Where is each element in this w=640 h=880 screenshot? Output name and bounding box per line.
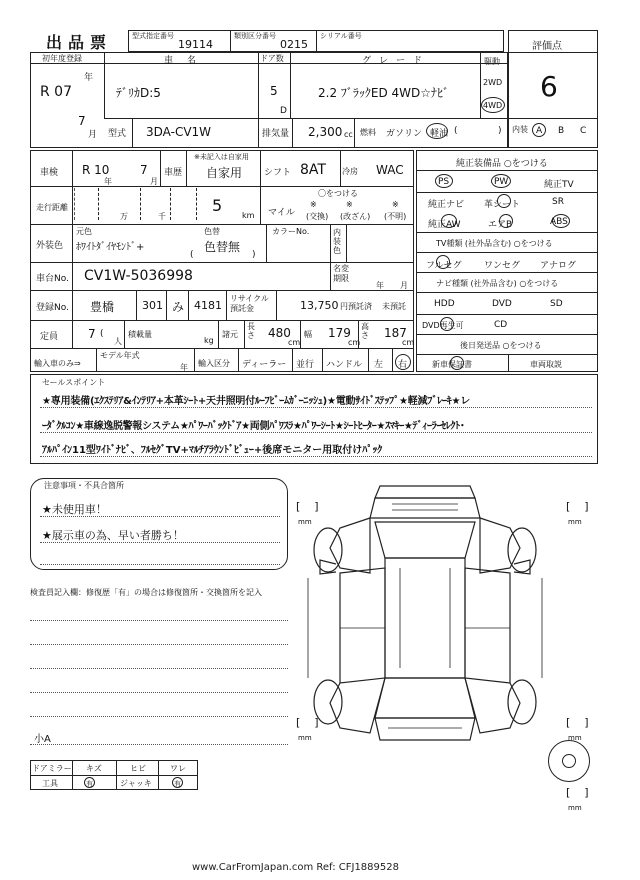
navi-sd[interactable]: SD: [550, 299, 563, 309]
tools-yes-circle: [84, 777, 95, 788]
airbag-circle: [499, 214, 513, 228]
tv-type-label: TV種類 (社外品含む) ○をつける: [436, 239, 553, 248]
ownership-year-unit: 年: [376, 281, 384, 290]
sales-line-3: ｱﾙﾊﾟｲﾝ11型ﾜｲﾄﾞﾅﾋﾞ、ﾌﾙｾｸﾞTV+ﾏﾙﾁｱﾗｳﾝﾄﾞﾋﾞｭｰ+後席モニター用取付けﾊﾟｯｸ: [42, 445, 383, 456]
drive-4wd-circle: [481, 97, 505, 113]
equip-genuine-aw[interactable]: 純正AW: [428, 220, 461, 230]
length-value: 480: [268, 326, 291, 340]
navi-type-label: ナビ種類 (社外品含む) ○をつける: [436, 279, 559, 288]
recycle-unpaid[interactable]: 未預託: [382, 302, 406, 311]
equip-pw[interactable]: PW: [494, 177, 509, 187]
inspection-label: 車検: [40, 168, 59, 178]
notes-label: 注意事項・不具合箇所: [44, 481, 124, 490]
model-type-label: 型式: [108, 129, 127, 139]
mileage-unknown[interactable]: 不明: [387, 212, 404, 221]
mileage-man: 万: [120, 212, 128, 221]
tire-fl-mm: mm: [298, 518, 312, 526]
dvd-play-circle: [440, 317, 454, 331]
form-title: 出品票: [46, 33, 113, 52]
drive-4wd[interactable]: 4WD: [483, 101, 503, 110]
notes-line-2: ★展示車の為、早い者勝ち！: [42, 529, 184, 542]
front-right-fender-outline: [480, 518, 520, 573]
front-bumper-outline: [375, 486, 475, 498]
interior-label: 内装: [512, 125, 528, 134]
grade-value: 2.2 ﾌﾞﾗｯｸED 4WD☆ﾅﾋﾞ: [318, 86, 450, 100]
handle-label: ハンドル: [326, 360, 363, 370]
model-year-label: モデル年式: [100, 351, 140, 360]
model-year-unit: 年: [180, 363, 188, 372]
full-seg-circle: [436, 255, 450, 269]
tv-analog[interactable]: アナログ: [540, 261, 577, 271]
fuel-diesel-circle: [426, 123, 448, 139]
leather-seat-circle: [497, 194, 511, 208]
rating-label: 評価点: [532, 41, 562, 52]
color-number-label: カラーNo.: [272, 227, 310, 236]
equip-genuine-tv[interactable]: 純正TV: [544, 180, 574, 190]
vehicle-use-label: 車歴: [164, 168, 183, 178]
equip-genuine-navi[interactable]: 純正ナビ: [428, 200, 465, 210]
mileage-exchange[interactable]: 交換: [309, 212, 326, 221]
missing-tools-yes[interactable]: 有: [86, 780, 93, 788]
reg-class: 301: [142, 299, 163, 312]
mileage-sen: 千: [158, 212, 166, 221]
chassis-value: CV1W-5036998: [84, 268, 193, 284]
interior-color-label: 内装色: [333, 228, 341, 255]
mileage-label: 走行距離: [36, 203, 68, 212]
front-left-fender-outline: [330, 518, 370, 573]
recycle-label: リサイクル預託金: [230, 294, 269, 313]
first-reg-year-unit: 年: [84, 73, 94, 83]
sales-line-2: ｰﾀﾞｸﾙｺﾝ★車線逸脱警報システム★ﾊﾟﾜｰﾊﾞｯｸﾄﾞｱ★両側ﾊﾟﾜｽﾗ★ﾊﾟﾜｰｼｰﾄ★ｼｰﾄﾋｰﾀｰ★ｽﾏｷｰ★ﾃﾞｨｰﾗｰｾﾚｸﾄ･: [42, 421, 465, 432]
navi-dvd-play[interactable]: DVD再生可: [422, 321, 464, 330]
recycle-status: 円預託済: [340, 302, 372, 311]
interior-b[interactable]: B: [558, 126, 565, 136]
model-type-value: 3DA-CV1W: [146, 125, 212, 139]
missing-tools: 工具: [42, 779, 58, 788]
inspection-month-unit: 月: [150, 177, 158, 186]
height-label: 高さ: [361, 322, 369, 340]
tire-fr-mm: mm: [568, 518, 582, 526]
car-name-label: 車名: [164, 56, 211, 66]
equip-abs[interactable]: ABS: [550, 217, 568, 227]
rear-hatch-outline: [375, 678, 475, 718]
door-type: D: [280, 106, 287, 116]
navi-dvd[interactable]: DVD: [492, 299, 512, 309]
color-label: 外装色: [36, 241, 64, 251]
equip-airbag[interactable]: エアB: [488, 220, 513, 230]
handle-left[interactable]: 左: [374, 360, 384, 370]
fuel-label: 燃料: [360, 128, 376, 137]
missing-crack: ヒビ: [130, 764, 146, 773]
mileage-unit: km: [242, 211, 255, 220]
car-name-value: ﾃﾞﾘｶD:5: [116, 86, 161, 100]
width-label: 幅: [304, 330, 312, 339]
roof-outline: [385, 558, 465, 678]
category-label: 類別区分番号: [234, 32, 276, 40]
missing-scratch: キズ: [86, 764, 102, 773]
missing-door-mirror: ドアミラー: [32, 764, 72, 773]
warranty-circle: [450, 356, 464, 370]
capacity-unit: 人: [114, 337, 122, 346]
rating-value: 6: [540, 70, 558, 103]
inspector-label: 検査員記入欄：修復歴「有」の場合は修復箇所・交換箇所を記入: [30, 588, 262, 597]
color-no-label: 色替: [204, 227, 220, 236]
vehicle-use-value: 自家用: [206, 166, 243, 180]
load-label: 積載量: [128, 330, 152, 339]
later-warranty[interactable]: 新車保証書: [432, 360, 472, 369]
missing-jack: ジャッキ: [120, 779, 152, 788]
first-reg-label: 初年度登録: [42, 54, 82, 63]
tire-spare-mm: mm: [568, 804, 582, 812]
later-label: 後日発送品 ○をつける: [460, 341, 542, 350]
displacement-label: 排気量: [262, 129, 290, 139]
mileage-note: 〇をつける: [318, 189, 358, 198]
handle-right-circle: [395, 354, 411, 370]
handle-right[interactable]: 右: [398, 360, 408, 370]
reg-number: 4181: [194, 299, 222, 312]
size-label: 諸元: [222, 330, 238, 339]
equip-leather-seat[interactable]: 革シート: [484, 200, 521, 210]
reg-kana: み: [172, 300, 185, 314]
reg-region: 豊橋: [90, 300, 115, 314]
fuel-diesel[interactable]: 軽油: [430, 129, 449, 139]
width-value: 179: [328, 326, 351, 340]
capacity-value: 7: [88, 327, 96, 341]
equip-ps[interactable]: PS: [438, 177, 450, 187]
import-label: 輸入車のみ⇒: [34, 359, 81, 368]
interior-a[interactable]: A: [536, 126, 543, 136]
width-unit: cm: [348, 338, 361, 347]
import-parallel[interactable]: 並行: [296, 360, 315, 370]
notes-line-1: ★未使用車！: [42, 503, 107, 516]
model-approval-label: 型式指定番号: [132, 32, 174, 40]
vehicle-use-note: ※未記入は自家用: [194, 153, 249, 161]
ac-label: 冷房: [342, 167, 358, 176]
genuine-aw-circle: [441, 214, 457, 228]
abs-circle: [552, 214, 570, 228]
capacity-label: 定員: [40, 332, 59, 342]
doors-value: 5: [270, 84, 278, 98]
rear-right-wheel-outline: [508, 680, 536, 724]
genuine-label: 純正装備品 ○をつける: [456, 159, 548, 169]
shift-label: シフト: [264, 168, 292, 178]
displacement-unit: cc: [344, 130, 353, 139]
model-approval-value: 19114: [178, 38, 213, 51]
mileage-value: 5: [212, 196, 223, 215]
navi-cd[interactable]: CD: [494, 320, 508, 330]
left-doors-outline: [340, 568, 385, 683]
front-left-wheel-outline: [314, 528, 342, 572]
displacement-value: 2,300: [308, 125, 343, 139]
inspection-year-unit: 年: [104, 177, 112, 186]
color-change-value: 色替無: [204, 240, 241, 254]
interior-c[interactable]: C: [580, 126, 587, 136]
interior-a-circle: [532, 123, 546, 137]
shift-value: 8AT: [300, 162, 326, 178]
length-label: 長さ: [247, 322, 255, 340]
missing-jack-yes[interactable]: 有: [174, 780, 181, 788]
reg-label: 登録No.: [36, 303, 69, 313]
mileage-tampered[interactable]: 改ざん: [343, 212, 368, 221]
pw-circle: [491, 174, 511, 188]
original-color-value: ﾎﾜｲﾄﾀﾞｲﾔﾓﾝﾄﾞ+: [76, 242, 145, 253]
height-value: 187: [384, 326, 407, 340]
inspection-value: R 10: [82, 163, 110, 177]
right-doors-outline: [465, 568, 510, 683]
original-color-label: 元色: [76, 227, 92, 236]
category-value: 0215: [280, 38, 308, 51]
drive-2wd[interactable]: 2WD: [483, 78, 503, 87]
footer-watermark: www.CarFromJapan.com Ref: CFJ1889528: [192, 862, 399, 873]
tire-rr-mm: mm: [568, 734, 582, 742]
inspector-value: 小A: [34, 734, 51, 745]
ps-circle: [435, 174, 453, 188]
load-unit: kg: [204, 336, 214, 345]
inspection-month: 7: [140, 163, 148, 177]
sales-point-label: セールスポイント: [42, 378, 106, 387]
import-category-label: 輸入区分: [198, 359, 230, 368]
doors-label: ドア数: [260, 54, 284, 63]
drive-label: 駆動: [484, 57, 500, 66]
mile-label[interactable]: マイル: [268, 208, 295, 218]
tv-full-seg[interactable]: フルセグ: [426, 261, 462, 271]
recycle-value: 13,750: [300, 299, 339, 312]
tire-rl-mm: mm: [298, 734, 312, 742]
car-damage-diagram: [300, 478, 550, 778]
navi-hdd[interactable]: HDD: [434, 299, 455, 309]
missing-break: ワレ: [170, 764, 186, 773]
chassis-label: 車台No.: [36, 274, 69, 284]
first-reg-month-unit: 月: [88, 130, 98, 140]
ac-value: WAC: [376, 163, 404, 177]
ownership-month-unit: 月: [400, 281, 408, 290]
sales-line-1: ★専用装備(ｴｸｽﾃﾘｱ&ｲﾝﾃﾘｱ+本革ｼｰﾄ+天井照明付ﾙｰﾌﾋﾞｰﾑｶﾞｰﾆｯｼｭ)★電動ｻｲﾄﾞｽﾃｯﾌﾟ★軽減ﾌﾞﾚｰｷ★レ: [42, 396, 471, 407]
grade-label: グレード: [362, 56, 431, 66]
height-unit: cm: [402, 338, 415, 347]
rear-bumper-outline: [375, 718, 475, 740]
hood-outline: [370, 498, 480, 518]
later-manual[interactable]: 車両取説: [530, 360, 562, 369]
jack-yes-circle: [172, 777, 183, 788]
front-right-wheel-outline: [508, 528, 536, 572]
fuel-gasoline[interactable]: ガソリン: [386, 129, 423, 139]
first-reg-month: 7: [78, 114, 86, 128]
windshield-outline: [375, 522, 475, 558]
ownership-label: 名変期限: [333, 264, 349, 283]
tv-one-seg[interactable]: ワンセグ: [484, 261, 521, 271]
import-dealer[interactable]: ディーラー: [242, 360, 287, 370]
length-unit: cm: [288, 338, 301, 347]
equip-sr[interactable]: SR: [552, 197, 564, 207]
notes-box: [30, 478, 288, 570]
first-reg-year: R 07: [40, 84, 72, 100]
serial-label: シリアル番号: [320, 32, 362, 40]
